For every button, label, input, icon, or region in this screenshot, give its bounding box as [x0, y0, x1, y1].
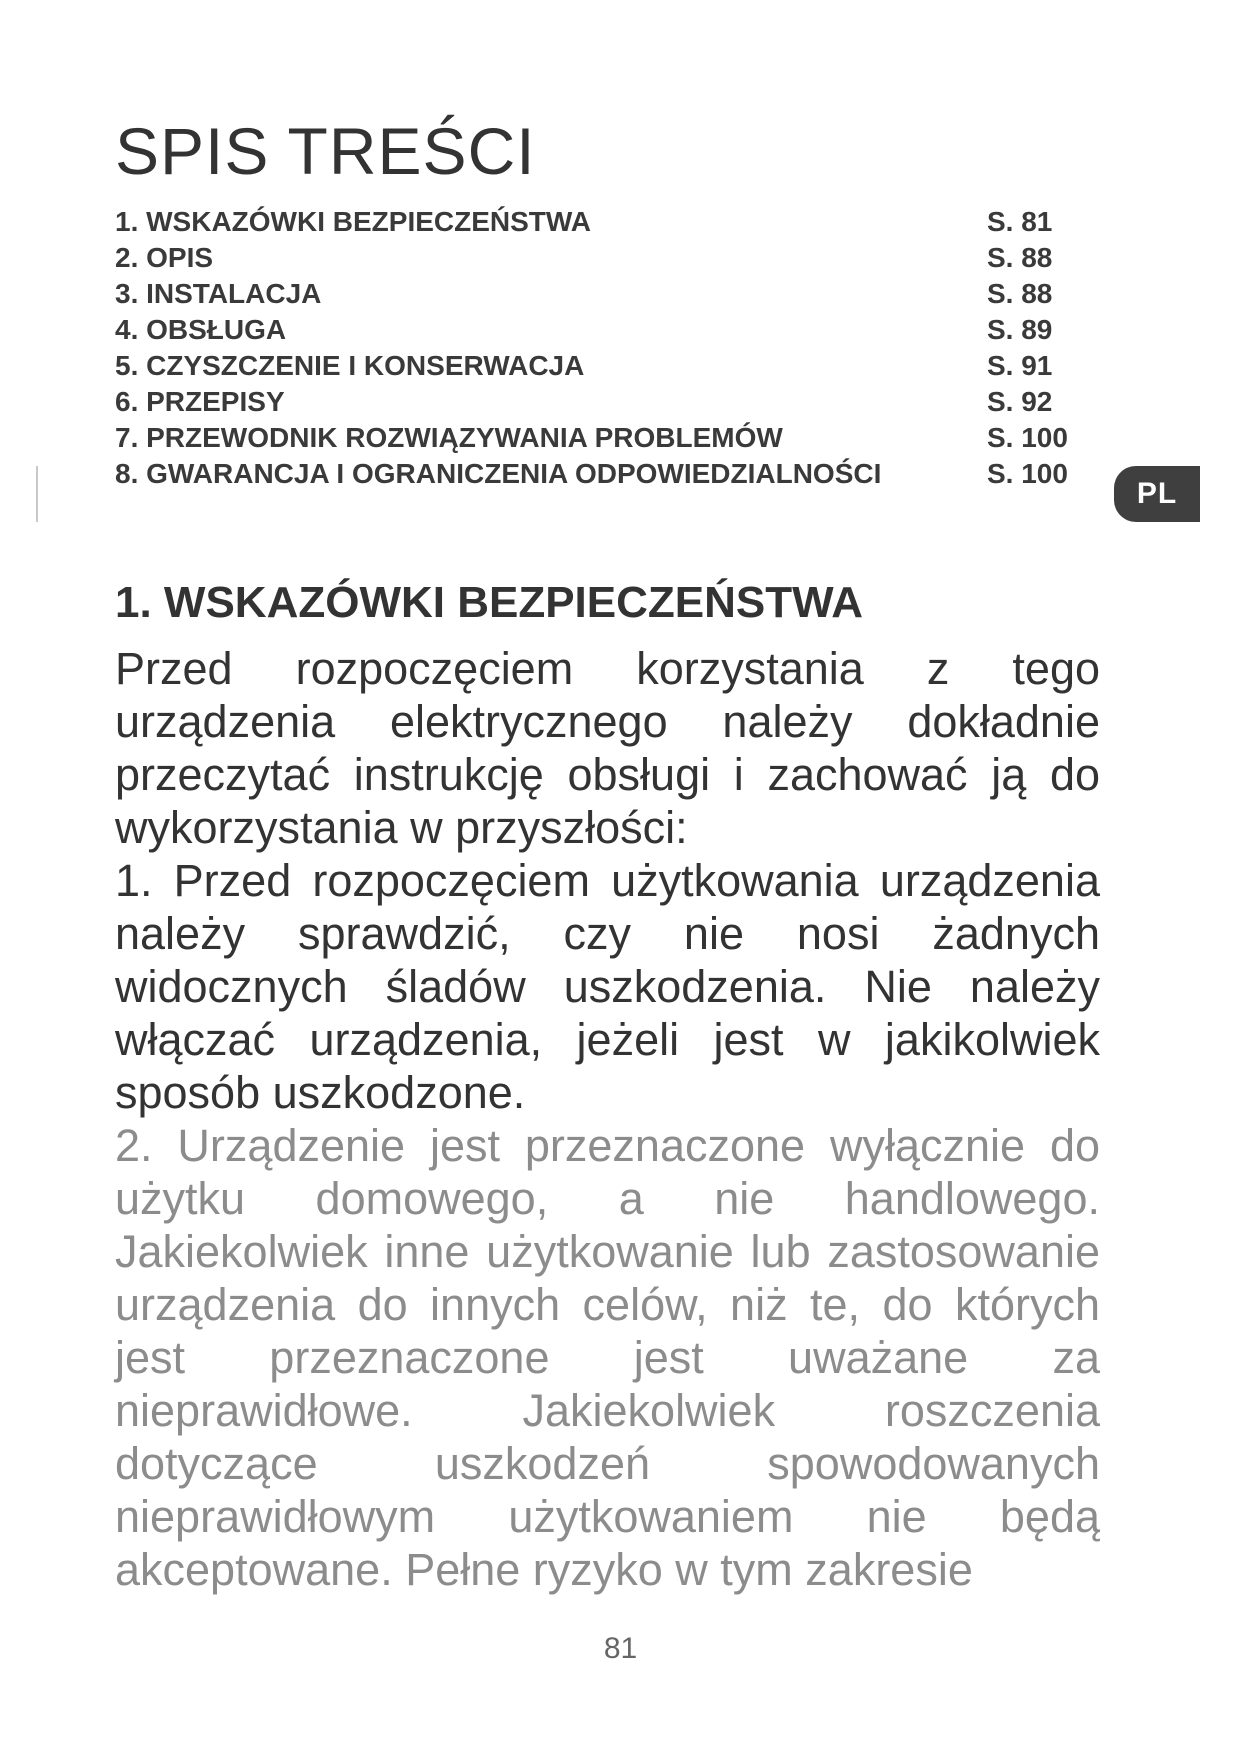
language-tab: PL — [1114, 466, 1200, 522]
toc-entry-title: 6. PRZEPISY — [115, 386, 285, 417]
toc-entry-page: S. 100 — [987, 422, 1068, 453]
page-edge-mark — [36, 466, 38, 522]
intro-paragraph: Przed rozpoczęciem korzystania z tego urządzenia elektrycznego należy dokładnie przeczytać instrukcję obsługi i zachować ją do wykorzystania w przyszłości: — [115, 643, 1100, 853]
toc-title: SPIS TREŚCI — [115, 114, 536, 188]
toc-entry-title: 2. OPIS — [115, 242, 214, 273]
section-heading: 1. WSKAZÓWKI BEZPIECZEŃSTWA — [115, 578, 863, 627]
page-number: 81 — [603, 1632, 638, 1665]
toc-entry-page: S. 89 — [987, 314, 1053, 345]
table-of-contents — [115, 204, 1075, 492]
toc-entry-title: 4. OBSŁUGA — [115, 314, 287, 345]
toc-entry-page: S. 91 — [987, 350, 1053, 381]
toc-entry-title: 3. INSTALACJA — [115, 278, 322, 309]
toc-entry-page: S. 81 — [987, 206, 1053, 237]
toc-entry — [115, 384, 1075, 420]
safety-item-2: 2. Urządzenie jest przeznaczone wyłącznie do użytku domowego, a nie handlowego. Jakiekolwiek inne użytkowanie lub zastosowanie urządzenia do innych celów, niż te, do których jest przeznaczone jest uważane za nieprawidłowe. Jakiekolwiek roszczenia dotyczące uszkodzeń spowodowanych nieprawidłowym użytkowaniem nie będą akceptowane. Pełne ryzyko w tym zakresie — [115, 1120, 1100, 1595]
toc-entry-page: S. 100 — [987, 458, 1068, 489]
toc-entry-title: 7. PRZEWODNIK ROZWIĄZYWANIA PROBLEMÓW — [115, 422, 783, 453]
safety-item-1: 1. Przed rozpoczęciem użytkowania urządzenia należy sprawdzić, czy nie nosi żadnych widocznych śladów uszkodzenia. Nie należy włączać urządzenia, jeżeli jest w jakikolwiek sposób uszkodzone. — [115, 855, 1100, 1118]
toc-entry — [115, 312, 1075, 348]
toc-entry — [115, 276, 1075, 312]
toc-entry-title: 8. GWARANCJA I OGRANICZENIA ODPOWIEDZIALNOŚCI — [115, 458, 882, 489]
toc-entry — [115, 348, 1075, 384]
toc-entry-page: S. 92 — [987, 386, 1053, 417]
toc-entry — [115, 204, 1075, 240]
toc-entry-title: 5. CZYSZCZENIE I KONSERWACJA — [115, 350, 585, 381]
toc-entry-page: S. 88 — [987, 278, 1053, 309]
toc-entry — [115, 456, 1075, 492]
section-body — [115, 642, 1100, 1596]
toc-entry — [115, 420, 1075, 456]
toc-entry — [115, 240, 1075, 276]
toc-entry-page: S. 88 — [987, 242, 1053, 273]
toc-entry-title: 1. WSKAZÓWKI BEZPIECZEŃSTWA — [115, 206, 591, 237]
